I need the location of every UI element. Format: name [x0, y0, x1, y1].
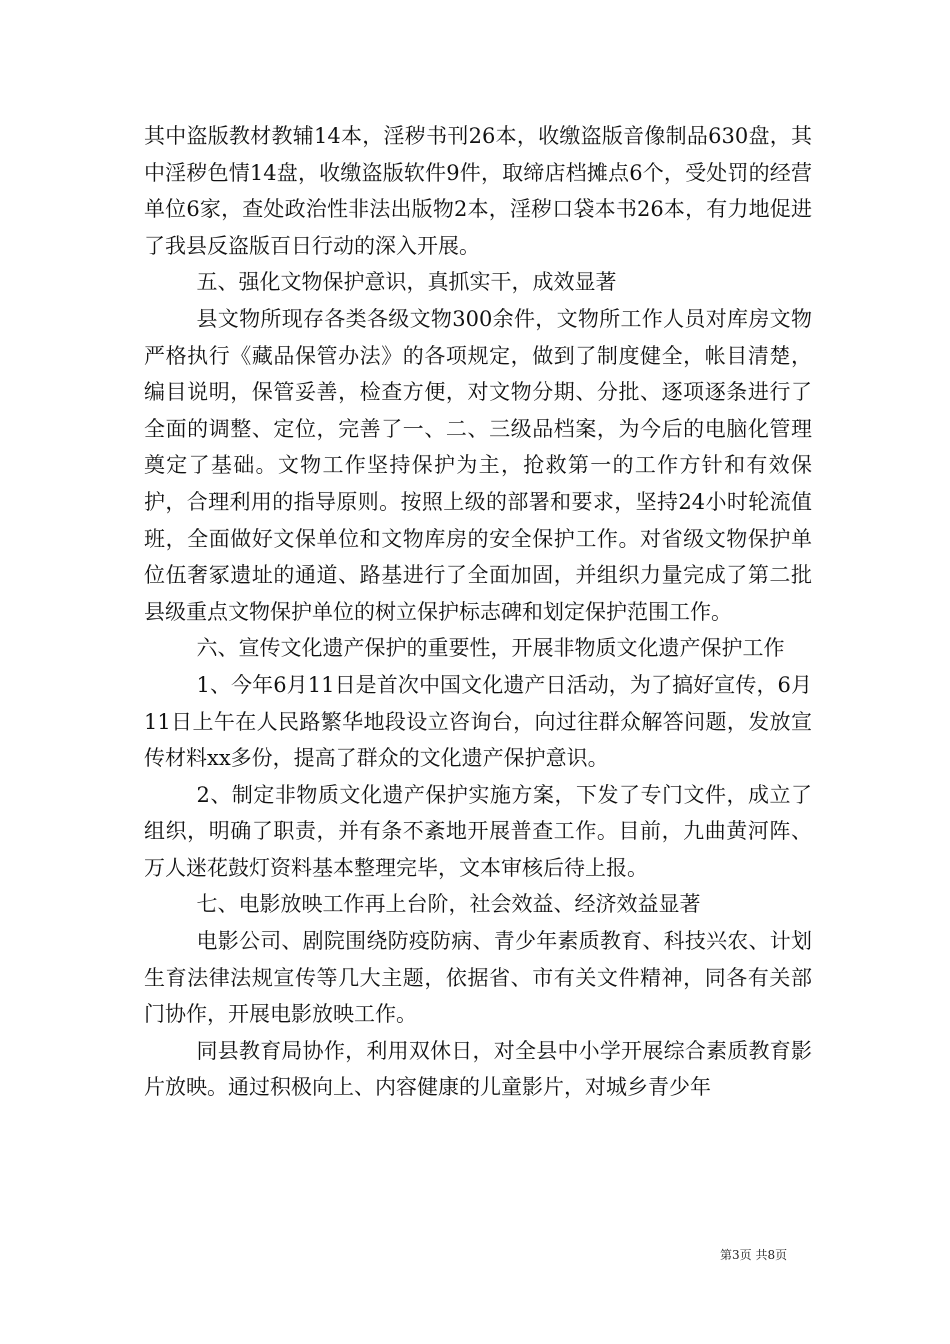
paragraph-film-company: 电影公司、剧院围绕防疫防病、青少年素质教育、科技兴农、计划生育法律法规宣传等几大主题，依据省、市有关文件精神，同各有关部门协作，开展电影放映工作。 [144, 929, 812, 1027]
paragraph-education-bureau: 同县教育局协作，利用双休日，对全县中小学开展综合素质教育影片放映。通过积极向上、内容健康的儿童影片，对城乡青少年 [144, 1038, 812, 1100]
page-number-footer: 第3页 共8页 [720, 1248, 788, 1262]
paragraph-cultural-relics: 县文物所现存各类各级文物300余件，文物所工作人员对库房文物严格执行《藏品保管办法》的各项规定，做到了制度健全，帐目清楚，编目说明，保管妥善，检查方便，对文物分期、分批、逐项逐条进行了全面的调整、定位，完善了一、二、三级品档案，为今后的电脑化管理奠定了基础。文物工作坚持保护为主，抢救第一的工作方针和有效保护，合理利用的指导原则。按照上级的部署和要求，坚持24小时轮流值班，全面做好文保单位和文物库房的安全保护工作。对省级文物保护单位伍奢冢遗址的通道、路基进行了全面加固，并组织力量完成了第二批县级重点文物保护单位的树立保护标志碑和划定保护范围工作。 [144, 306, 812, 624]
section-heading-6: 六、宣传文化遗产保护的重要性，开展非物质文化遗产保护工作 [196, 636, 785, 661]
paragraph-intangible-heritage: 2、制定非物质文化遗产保护实施方案，下发了专门文件，成立了组织，明确了职责，并有条不紊地开展普查工作。目前，九曲黄河阵、万人迷花鼓灯资料基本整理完毕，文本审核后待上报。 [144, 782, 812, 880]
paragraph-heritage-day: 1、今年6月11日是首次中国文化遗产日活动，为了搞好宣传，6月11日上午在人民路繁华地段设立咨询台，向过往群众解答问题，发放宣传材料xx多份，提高了群众的文化遗产保护意识。 [144, 672, 812, 771]
document-body [144, 118, 812, 1106]
section-heading-5: 五、强化文物保护意识，真抓实干，成效显著 [196, 270, 617, 295]
paragraph-piracy-stats: 其中盗版教材教辅14本，淫秽书刊26本，收缴盗版音像制品630盘，其中淫秽色情14盘，收缴盗版软件9件，取缔店档摊点6个，受处罚的经营单位6家，查处政治性非法出版物2本，淫秽口袋本书26本，有力地促进了我县反盗版百日行动的深入开展。 [144, 124, 812, 258]
section-heading-7: 七、电影放映工作再上台阶，社会效益、经济效益显著 [196, 892, 701, 917]
